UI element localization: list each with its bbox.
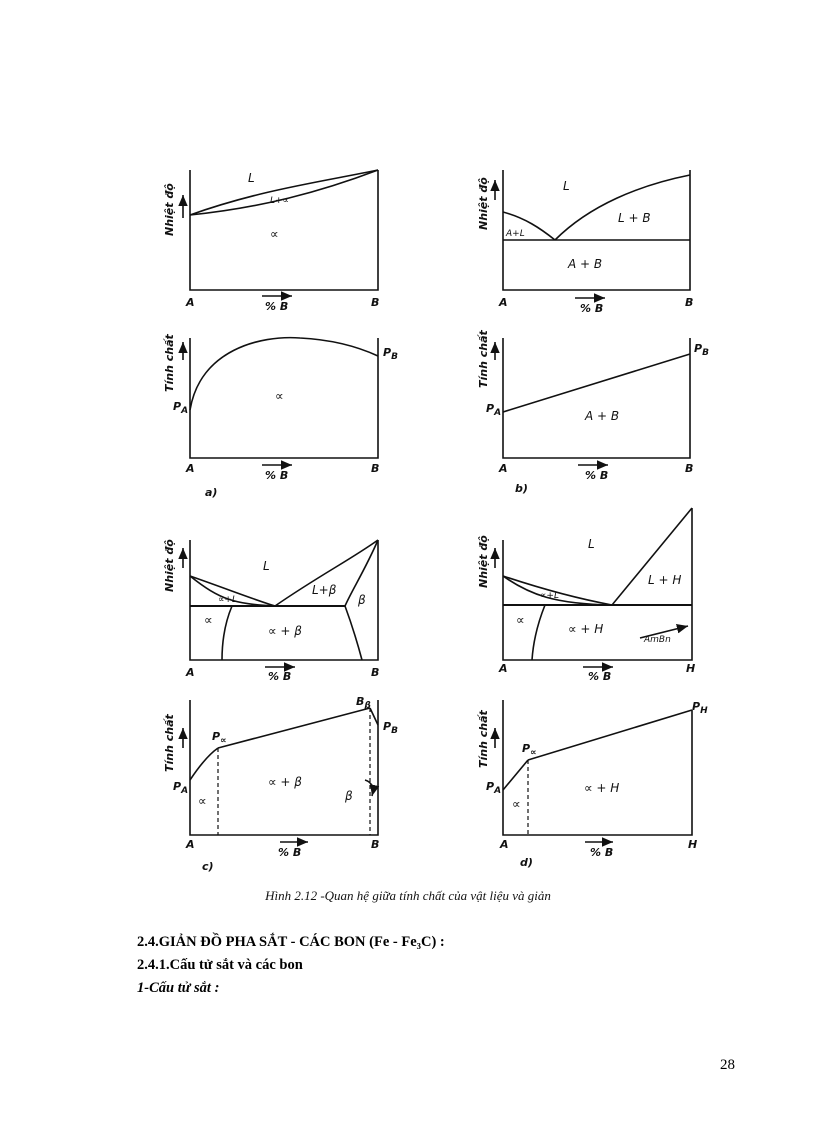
- region-label: ∝ + β: [268, 624, 302, 638]
- y-label-property: Tính chất: [163, 714, 176, 772]
- point-label: $P_A$: [486, 780, 502, 796]
- axis-label-pct-B: % B: [590, 846, 614, 859]
- axis-label-A: A: [499, 462, 508, 475]
- point-label: $P_B$: [383, 720, 398, 736]
- axis-label-A: A: [499, 296, 508, 309]
- region-label: ∝: [198, 794, 207, 808]
- axis-label-A: A: [186, 666, 195, 679]
- panel-b-property: [495, 338, 690, 465]
- figure-caption: Hình 2.12 -Quan hệ giữa tính chất của vật liệu và giản: [265, 888, 551, 903]
- y-label-temperature: Nhiệt độ: [477, 177, 490, 230]
- region-label: β: [345, 789, 353, 803]
- region-label: ∝ + β: [268, 775, 302, 789]
- point-label: $P_A$: [486, 402, 502, 418]
- panel-d-property: [495, 700, 692, 842]
- region-label: A + B: [568, 257, 603, 271]
- y-label-property: Tính chất: [163, 334, 176, 392]
- axis-label-H: H: [688, 838, 698, 851]
- axis-label-B: B: [371, 666, 380, 679]
- region-label: ∝: [512, 797, 521, 811]
- axis-label-pct-B: % B: [268, 670, 292, 683]
- region-label: ∝ + H: [584, 781, 620, 795]
- panel-c-property: [183, 700, 378, 842]
- region-label: A + B: [585, 409, 620, 423]
- region-label: ∝: [275, 389, 284, 403]
- region-label: ∝+L: [540, 591, 559, 601]
- axis-label-A: A: [186, 838, 195, 851]
- item-heading: 1-Cấu tử sắt :: [137, 980, 220, 996]
- page-number: 28: [720, 1057, 735, 1073]
- y-label-property: Tính chất: [477, 330, 490, 388]
- section-heading: 2.4.GIẢN ĐỒ PHA SẮT - CÁC BON (Fe - Fe₃C) :: [137, 934, 445, 950]
- point-label: $P_\propto$: [212, 730, 227, 746]
- panel-letter-c: c): [202, 860, 214, 873]
- region-label: β: [358, 593, 366, 607]
- y-label-temperature: Nhiệt độ: [163, 539, 176, 592]
- panel-c-temperature: [183, 540, 378, 667]
- axis-label-A: A: [186, 462, 195, 475]
- region-label: L+∝: [270, 196, 289, 206]
- region-label: L: [563, 179, 570, 193]
- point-label: $P_B$: [383, 346, 398, 362]
- subsection-heading: 2.4.1.Cấu tử sắt và các bon: [137, 957, 303, 973]
- panel-letter-b: b): [515, 482, 528, 495]
- axis-label-B: B: [371, 838, 380, 851]
- point-label: $P_A$: [173, 780, 189, 796]
- panel-letter-d: d): [520, 856, 533, 869]
- axis-label-H: H: [686, 662, 696, 675]
- region-label: ∝: [204, 613, 213, 627]
- region-label: ∝: [270, 227, 279, 241]
- axis-label-A: A: [499, 662, 508, 675]
- region-label: L: [588, 537, 595, 551]
- y-label-temperature: Nhiệt độ: [477, 535, 490, 588]
- y-label-temperature: Nhiệt độ: [163, 183, 176, 236]
- axis-label-pct-B: % B: [265, 300, 289, 313]
- y-label-property: Tính chất: [477, 710, 490, 768]
- region-label: L + B: [618, 211, 651, 225]
- axis-label-B: B: [371, 296, 380, 309]
- region-label: L: [263, 559, 270, 573]
- region-label: ∝: [516, 613, 525, 627]
- region-label: L: [248, 171, 255, 185]
- axis-label-A: A: [186, 296, 195, 309]
- axis-label-pct-B: % B: [265, 469, 289, 482]
- axis-label-B: B: [371, 462, 380, 475]
- point-label: $P_\propto$: [522, 742, 537, 758]
- axis-label-pct-B: % B: [588, 670, 612, 683]
- region-label: L+β: [312, 583, 337, 597]
- axis-label-pct-B: % B: [278, 846, 302, 859]
- axis-label-pct-B: % B: [580, 302, 604, 315]
- region-label: ∝ + H: [568, 622, 604, 636]
- point-label: $B_\beta$: [356, 695, 371, 711]
- axis-label-A: A: [500, 838, 509, 851]
- panel-letter-a: a): [205, 486, 218, 499]
- point-label: $P_H$: [692, 700, 708, 716]
- point-label: $P_B$: [694, 342, 709, 358]
- region-label: AmBn: [644, 635, 671, 645]
- region-label: L + H: [648, 573, 682, 587]
- region-label: ∝+L: [218, 595, 237, 605]
- region-label: A+L: [506, 229, 525, 239]
- axis-label-B: B: [685, 296, 694, 309]
- point-label: $P_A$: [173, 400, 189, 416]
- axis-label-pct-B: % B: [585, 469, 609, 482]
- panel-a-temperature: [183, 170, 378, 296]
- axis-label-B: B: [685, 462, 694, 475]
